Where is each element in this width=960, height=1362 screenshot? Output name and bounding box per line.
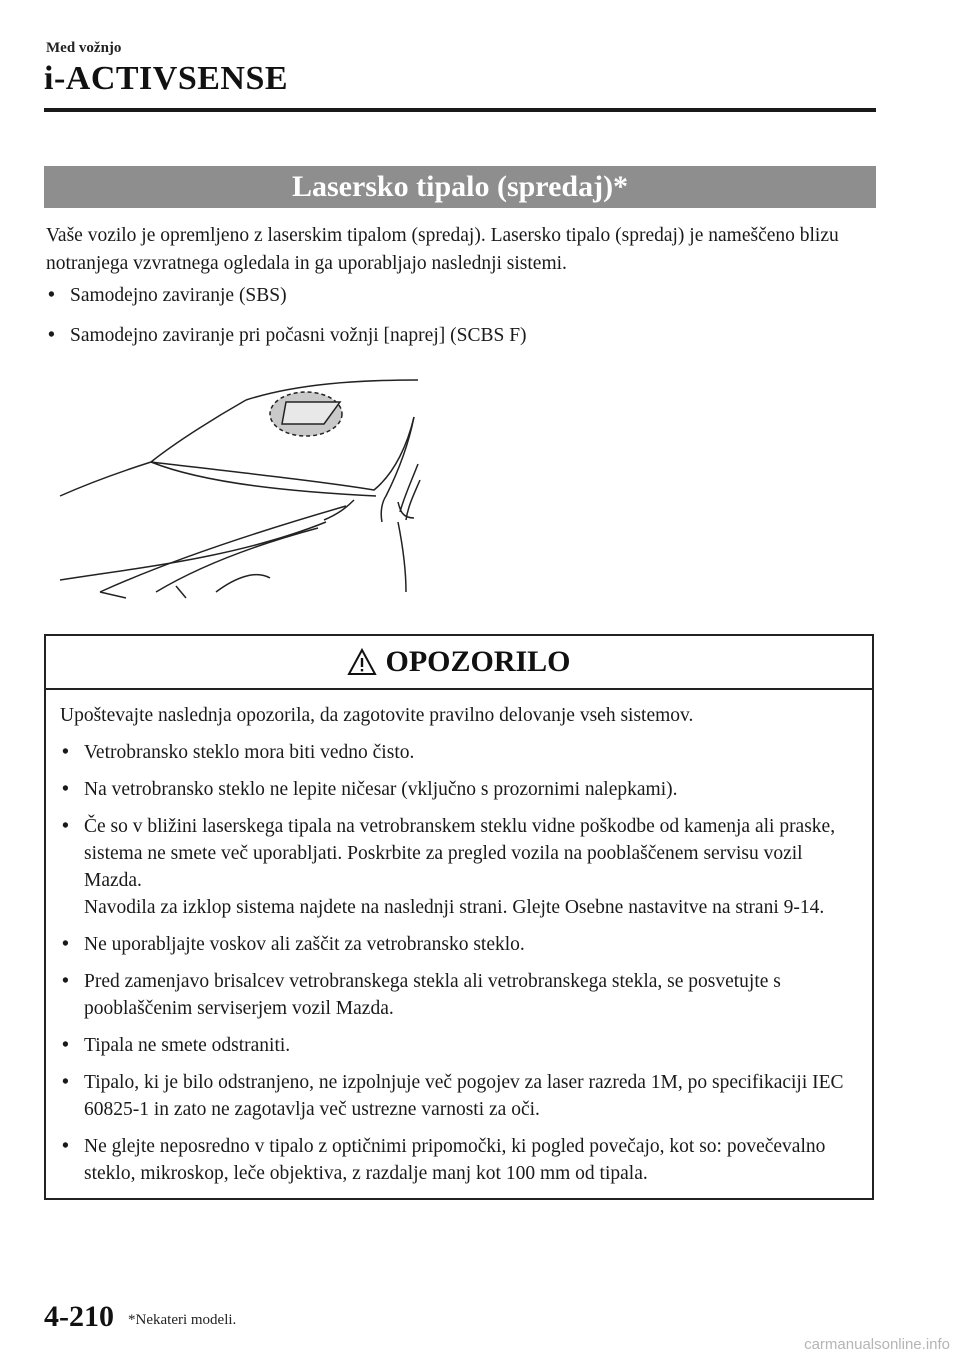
list-item-note: Navodila za izklop sistema najdete na naslednji strani. Glejte Osebne nastavitve na strani 9-14. [84,897,825,918]
bullet-icon: • [48,325,55,346]
section-title-bar [44,166,876,208]
intro-paragraph: Vaše vozilo je opremljeno z laserskim tipalom (spredaj). Lasersko tipalo (spredaj) je nameščeno blizu notranjega vzvratnega ogledala in ga uporabljajo naslednji sistemi. [46,225,839,274]
bullet-icon: • [62,1136,69,1157]
list-item-text: Ne uporabljajte voskov ali zaščit za vetrobransko steklo. [84,934,525,955]
side-line [406,480,420,520]
list-item-text: Samodejno zaviranje (SBS) [70,285,287,306]
side-line [400,464,418,512]
list-item [60,739,858,766]
bullet-icon: • [48,285,55,306]
list-item [60,1133,858,1187]
list-item [60,776,858,803]
warning-title: OPOZORILO [385,645,571,678]
mirror [324,500,414,520]
list-item-text: Tipala ne smete odstraniti. [84,1035,291,1056]
list-item [60,931,858,958]
warning-triangle-icon [347,648,377,676]
bullet-icon: • [62,1035,69,1056]
warning-box [44,634,874,1200]
warning-list [60,739,858,1187]
bullet-icon: • [62,934,69,955]
warning-header [46,636,872,690]
windshield-sensor-illustration [56,372,426,602]
bullet-icon: • [62,742,69,763]
list-item-text: Če so v bližini laserskega tipala na vetrobranskem steklu vidne poškodbe od kamenja ali praske, sistema ne smete več uporabljati. Poskrbite za pregled vozila na pooblaščenem servisu vozil Mazda. [84,816,836,891]
hood-front-edge [60,462,151,496]
systems-list [46,282,876,362]
warning-body [46,690,872,1187]
wheel-arch [216,575,270,592]
watermark: carmanualsonline.info [804,1336,950,1353]
list-item-text: Ne glejte neposredno v tipalo z optičnimi pripomočki, ki pogled povečajo, kot so: povečevalno steklo, mikroskop, leče objektiva, z razdalje manj kot 100 mm od tipala. [84,1136,826,1184]
warning-intro: Upoštevajte naslednja opozorila, da zagotovite pravilno delovanje vseh sistemov. [60,705,694,726]
chapter-title: i-ACTIVSENSE [44,60,289,97]
footnote: *Nekateri modeli. [128,1312,237,1328]
list-item-text: Pred zamenjavo brisalcev vetrobranskega stekla ali vetrobranskega stekla, se posvetujte s pooblaščenim serviserjem vozil Mazda. [84,971,781,1019]
list-item-text: Vetrobransko steklo mora biti vedno čisto. [84,742,415,763]
list-item [60,1069,858,1123]
list-item-text: Samodejno zaviranje pri počasni vožnji [naprej] (SCBS F) [70,325,527,346]
list-item [60,968,858,1022]
section-label: Med vožnjo [46,40,122,56]
fender-line [100,506,346,592]
bullet-icon: • [62,971,69,992]
fender-line [60,522,326,580]
list-item-text: Tipalo, ki je bilo odstranjeno, ne izpolnjuje več pogojev za laser razreda 1M, po specifikaciji IEC 60825-1 in zato ne zagotavlja več ustrezne varnosti za oči. [84,1072,844,1120]
list-item [60,1032,858,1059]
tick [100,586,186,598]
bullet-icon: • [62,1072,69,1093]
door-edge [398,522,406,592]
roof-line [246,380,418,400]
windshield-top-edge [151,400,246,462]
list-item-text: Na vetrobransko steklo ne lepite ničesar (vključno s prozornimi nalepkami). [84,779,678,800]
hood-crease [151,462,376,496]
section-title: Lasersko tipalo (spredaj)* [291,170,629,203]
title-rule [44,108,876,112]
bullet-icon: • [62,816,69,837]
bullet-icon: • [62,779,69,800]
list-item [46,322,876,350]
list-item [60,813,858,921]
page-number: 4-210 [44,1300,114,1333]
list-item [46,282,876,310]
